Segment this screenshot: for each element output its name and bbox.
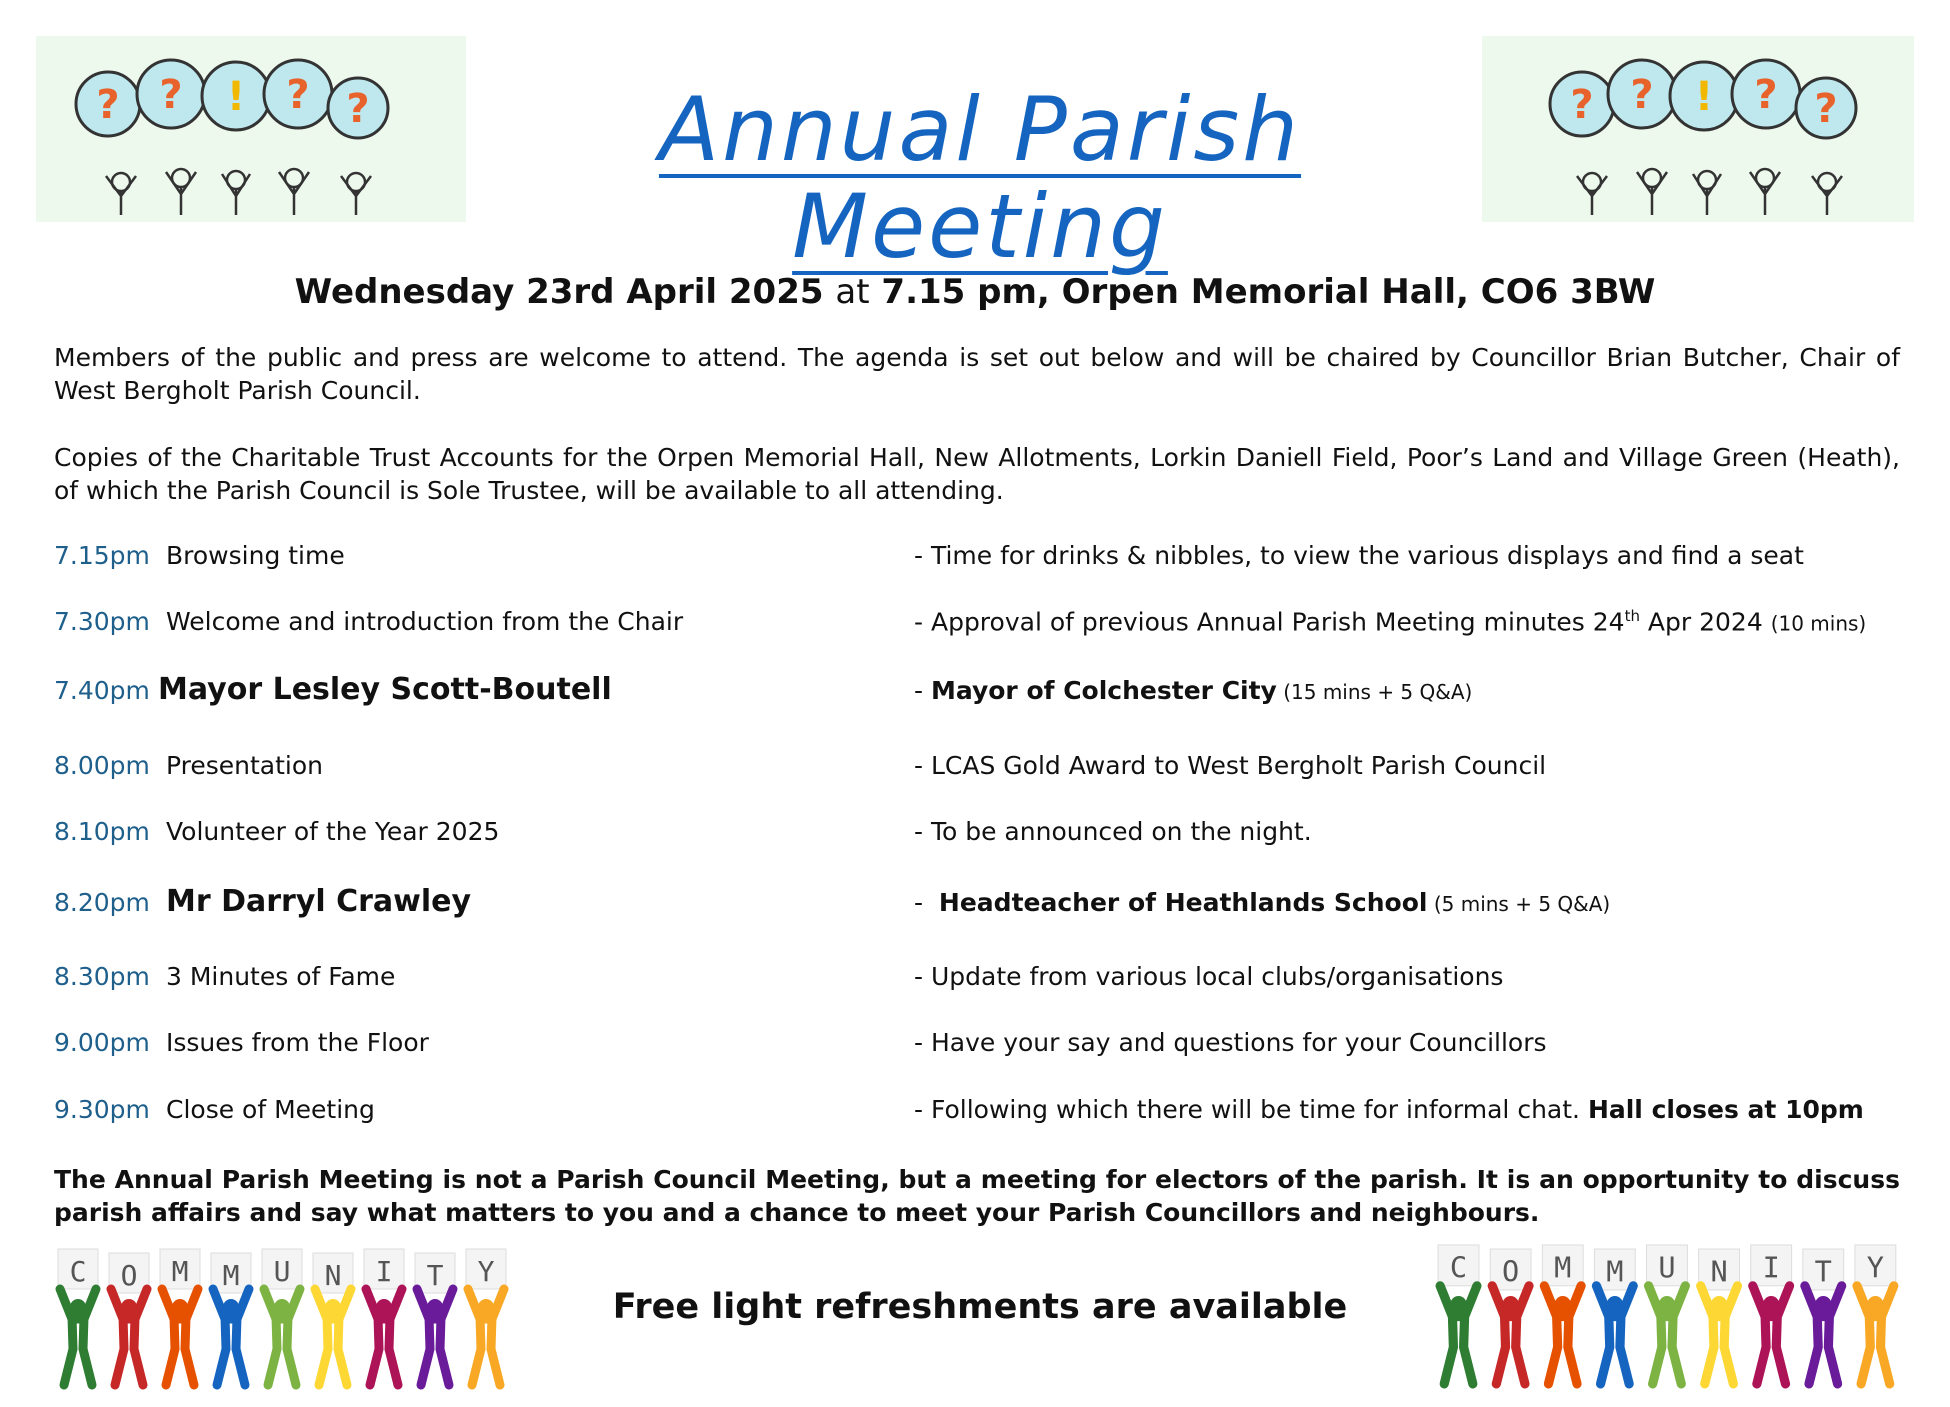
- agenda-item: Close of Meeting: [166, 1095, 375, 1124]
- community-letter: O: [120, 1259, 138, 1292]
- agenda-desc: - Update from various local clubs/organisations: [914, 962, 1504, 991]
- agenda-row: [54, 541, 1914, 581]
- svg-text:?: ?: [1570, 82, 1594, 128]
- event-time-place: 7.15 pm, Orpen Memorial Hall, CO6 3BW: [881, 272, 1656, 312]
- agenda-time: 7.30pm: [54, 607, 150, 636]
- questions-illustration-right: [1482, 36, 1914, 222]
- svg-text:?: ?: [286, 72, 310, 118]
- agenda-time: 7.40pm: [54, 676, 150, 705]
- agenda-time: 9.30pm: [54, 1095, 150, 1124]
- agenda-time: 7.15pm: [54, 541, 150, 570]
- agenda-row: [54, 962, 1914, 1002]
- community-letter: Y: [1866, 1250, 1885, 1285]
- agenda-desc: - Mayor of Colchester City (15 mins + 5 Q&A): [914, 676, 1473, 705]
- agenda-row: [54, 751, 1914, 791]
- community-letter: U: [1658, 1250, 1676, 1285]
- agenda-row: [54, 1095, 1914, 1135]
- agenda-row: [54, 817, 1914, 857]
- community-letter: O: [1502, 1254, 1520, 1289]
- agenda-time: 8.00pm: [54, 751, 150, 780]
- agenda-item: Browsing time: [166, 541, 345, 570]
- svg-text:?: ?: [346, 86, 370, 132]
- community-illustration-left: [54, 1245, 514, 1395]
- agenda-item: 3 Minutes of Fame: [166, 962, 396, 991]
- agenda-desc: - Have your say and questions for your Councillors: [914, 1028, 1547, 1057]
- agenda-time: 8.20pm: [54, 888, 150, 917]
- agenda-item: Mr Darryl Crawley: [166, 884, 472, 919]
- community-letter: N: [1710, 1254, 1728, 1289]
- community-letter: M: [1606, 1254, 1624, 1289]
- event-details: [0, 272, 1950, 312]
- svg-text:?: ?: [1814, 86, 1838, 132]
- agenda-row: [54, 884, 1914, 928]
- svg-text:?: ?: [1754, 72, 1778, 118]
- agenda-row: [54, 607, 1914, 647]
- agenda-item: Volunteer of the Year 2025: [166, 817, 500, 846]
- svg-text:?: ?: [159, 72, 183, 118]
- agenda-desc: - Following which there will be time for informal chat. Hall closes at 10pm: [914, 1095, 1864, 1124]
- agenda-item: Mayor Lesley Scott-Boutell: [158, 672, 612, 707]
- community-letter: I: [1762, 1250, 1780, 1285]
- community-letter: M: [222, 1259, 240, 1292]
- trust-accounts-paragraph: Copies of the Charitable Trust Accounts for the Orpen Memorial Hall, New Allotments, Lorkin Daniell Field, Poor’s Land and Village Green (Heath), of which the Parish Council is Sole Trustee, will be available to all attending.: [54, 443, 1900, 505]
- agenda-item: Issues from the Floor: [166, 1028, 429, 1057]
- agenda-item: Welcome and introduction from the Chair: [166, 607, 684, 636]
- event-at: at: [835, 272, 870, 312]
- community-letter: Y: [477, 1255, 495, 1288]
- svg-text:?: ?: [96, 82, 120, 128]
- agenda-desc: - LCAS Gold Award to West Bergholt Parish Council: [914, 751, 1547, 780]
- agenda-desc: - Headteacher of Heathlands School (5 mins + 5 Q&A): [914, 888, 1611, 917]
- community-letter: C: [69, 1255, 87, 1288]
- page-title: Annual Parish Meeting: [658, 78, 1302, 278]
- refreshments-notice: Free light refreshments are available: [612, 1287, 1348, 1327]
- agenda-desc: - Approval of previous Annual Parish Meeting minutes 24th Apr 2024 (10 mins): [914, 607, 1867, 637]
- meeting-note: The Annual Parish Meeting is not a Parish Council Meeting, but a meeting for electors of the parish. It is an opportunity to discuss parish affairs and say what matters to you and a chance to meet your Parish Councillors and neighbours.: [54, 1165, 1900, 1227]
- svg-text:!: !: [1694, 74, 1714, 120]
- community-illustration-right: [1434, 1240, 1904, 1395]
- community-letter: T: [1814, 1254, 1832, 1289]
- agenda-desc: - To be announced on the night.: [914, 817, 1312, 846]
- agenda-time: 9.00pm: [54, 1028, 150, 1057]
- agenda-row: [54, 672, 1914, 716]
- agenda-time: 8.10pm: [54, 817, 150, 846]
- community-letter: M: [171, 1255, 189, 1288]
- svg-text:?: ?: [1630, 72, 1654, 118]
- svg-text:!: !: [226, 74, 246, 120]
- intro-paragraph: Members of the public and press are welcome to attend. The agenda is set out below and will be chaired by Councillor Brian Butcher, Chair of West Bergholt Parish Council.: [54, 343, 1900, 405]
- community-letter: U: [273, 1255, 291, 1288]
- community-letter: I: [375, 1255, 393, 1288]
- event-date: Wednesday 23rd April 2025: [294, 272, 824, 312]
- agenda-time: 8.30pm: [54, 962, 150, 991]
- questions-illustration-left: [36, 36, 466, 222]
- community-letter: M: [1554, 1250, 1572, 1285]
- community-letter: N: [324, 1259, 342, 1292]
- agenda-row: [54, 1028, 1914, 1068]
- community-letter: C: [1449, 1250, 1468, 1285]
- agenda-item: Presentation: [166, 751, 324, 780]
- community-letter: T: [426, 1259, 444, 1292]
- agenda-desc: - Time for drinks & nibbles, to view the various displays and find a seat: [914, 541, 1804, 570]
